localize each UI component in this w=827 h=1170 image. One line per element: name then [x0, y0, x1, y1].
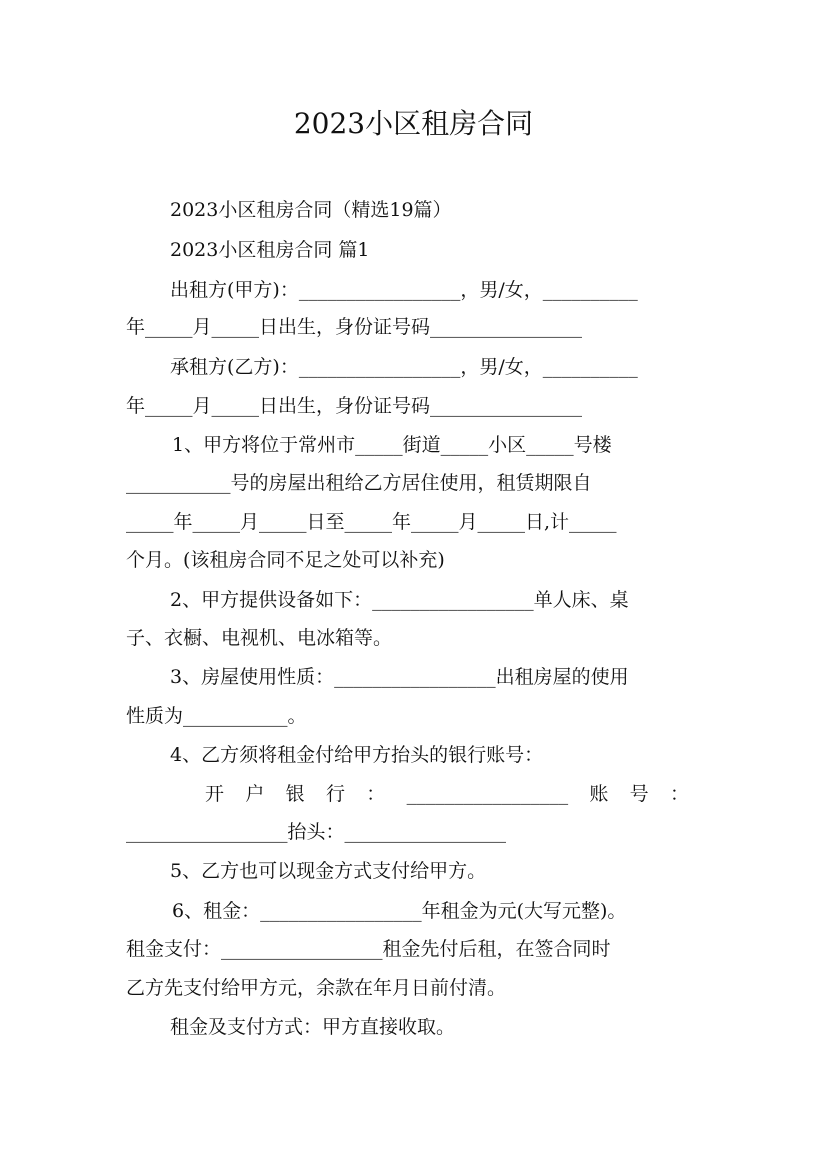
subtitle-line: 2023小区租房合同（精选19篇）	[170, 199, 452, 221]
bank-name-blank: _________________	[406, 783, 569, 805]
bank-account-line	[205, 780, 689, 808]
clause-3-line-2: 性质为___________。	[126, 705, 307, 727]
clause-3-line-1: 3、房屋使用性质：_________________出租房屋的使用	[170, 666, 629, 688]
section-heading: 2023小区租房合同 篇1	[170, 239, 370, 261]
clause-6-line-2: 租金支付：_________________租金先付后租，在签合同时	[126, 938, 611, 960]
account-label-colon: ：	[669, 783, 689, 805]
account-label-char: 账	[589, 783, 609, 805]
clause-1-line-3: _____年_____月_____日至_____年_____月_____日,计_____	[126, 511, 617, 533]
clause-1-line-4: 个月。(该租房合同不足之处可以补充)	[126, 549, 445, 571]
clause-2-line-1: 2、甲方提供设备如下：_________________单人床、桌	[170, 589, 629, 611]
clause-6-line-3: 乙方先支付给甲方元，余款在年月日前付清。	[126, 977, 507, 999]
lessor-line: 出租方(甲方)：_________________，男/女，__________	[170, 279, 638, 301]
bank-label-char: 户	[245, 783, 265, 805]
bank-label-char: 银	[285, 783, 305, 805]
account-label-char: 号	[629, 783, 649, 805]
lessee-line: 承租方(乙方)：_________________，男/女，__________	[170, 356, 638, 378]
lessor-birth-id-line: 年_____月_____日出生，身份证号码________________	[126, 316, 583, 338]
account-holder-line: _________________抬头：_________________	[126, 821, 507, 843]
document-title: 2023小区租房合同	[293, 107, 534, 140]
clause-2-line-2: 子、衣橱、电视机、电冰箱等。	[126, 627, 393, 649]
bank-label-char: 开	[205, 783, 225, 805]
clause-4-line-1: 4、乙方须将租金付给甲方抬头的银行账号：	[170, 744, 544, 766]
lessee-birth-id-line: 年_____月_____日出生，身份证号码________________	[126, 395, 583, 417]
clause-6-line-1: 6、租金：_________________年租金为元(大写元整)。	[172, 900, 627, 922]
payment-method-line: 租金及支付方式：甲方直接收取。	[170, 1016, 456, 1038]
clause-5-line: 5、乙方也可以现金方式支付给甲方。	[170, 860, 487, 882]
clause-1-line-2: ___________号的房屋出租给乙方居住使用，租赁期限自	[126, 472, 592, 494]
bank-label-colon: ：	[366, 783, 386, 805]
clause-1-line-1: 1、甲方将位于常州市_____街道_____小区_____号楼	[172, 434, 612, 456]
bank-label-char: 行	[325, 783, 345, 805]
